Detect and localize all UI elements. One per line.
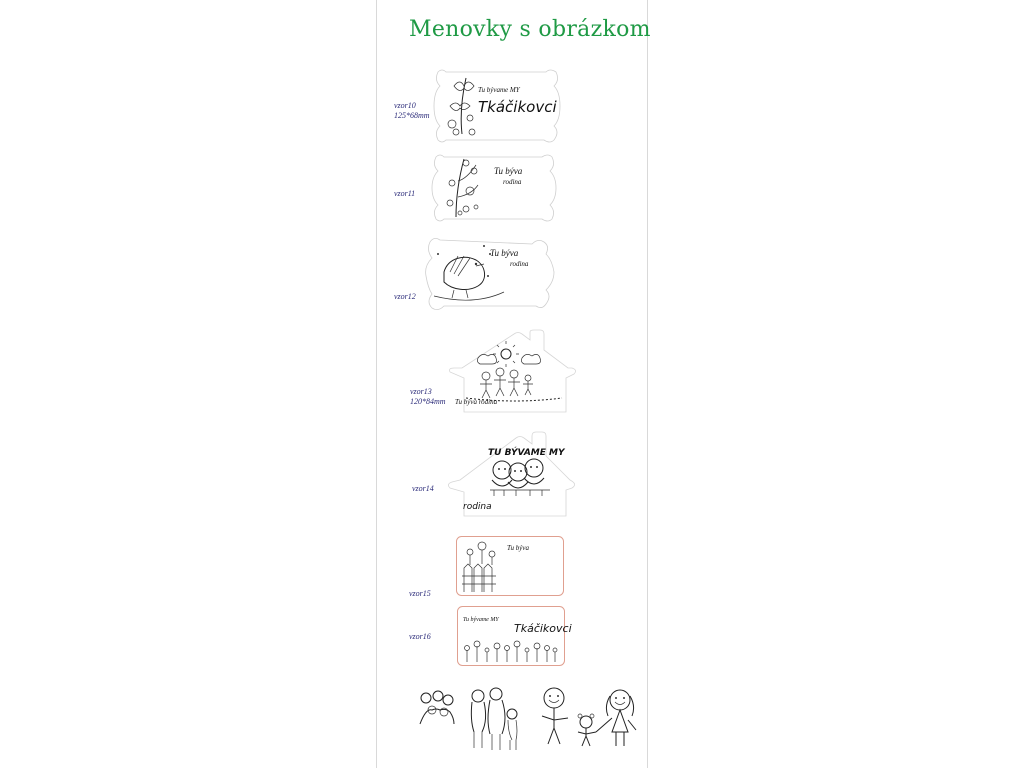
family-holding-hands-illustration [462,686,526,752]
vzor10-line1: Tu bývame MY [478,86,520,94]
vzor11-label: vzor11 [394,189,416,198]
vzor13-label [410,387,446,407]
vzor10-line2: Tkáčikovci [478,98,557,116]
vzor11-nameplate[interactable] [430,151,556,225]
vzor10-name: vzor10 [394,101,416,110]
vzor14-label: vzor14 [412,484,434,493]
vzor11-line1: Tu býva [494,166,523,176]
vzor16-nameplate[interactable] [457,606,565,666]
page-title: Menovky s obrázkom [409,17,651,42]
vzor12-label: vzor12 [394,292,416,301]
vzor10-label [394,101,430,121]
vzor15-label: vzor15 [409,589,431,598]
vzor16-line1: Tu bývame MY [463,617,499,623]
vzor13-size: 120*84mm [410,397,446,406]
vzor13-name: vzor13 [410,387,432,396]
vzor14-banner: TU BÝVAME MY [488,448,565,458]
vzor15-line1: Tu býva [507,544,529,552]
vzor13-line1: Tu býva rodina [455,398,498,406]
vzor11-line2: rodina [503,178,522,186]
vzor12-line2: rodina [510,260,529,268]
vzor16-label: vzor16 [409,632,431,641]
vzor12-nameplate[interactable] [424,236,554,312]
vzor12-line1: Tu býva [490,248,519,258]
small-family-illustration [416,690,458,726]
stick-family-illustration [534,686,642,748]
vzor14-line1: rodina [463,502,492,512]
vzor10-size: 125*68mm [394,111,430,120]
vzor16-line2: Tkáčikovci [514,622,572,635]
